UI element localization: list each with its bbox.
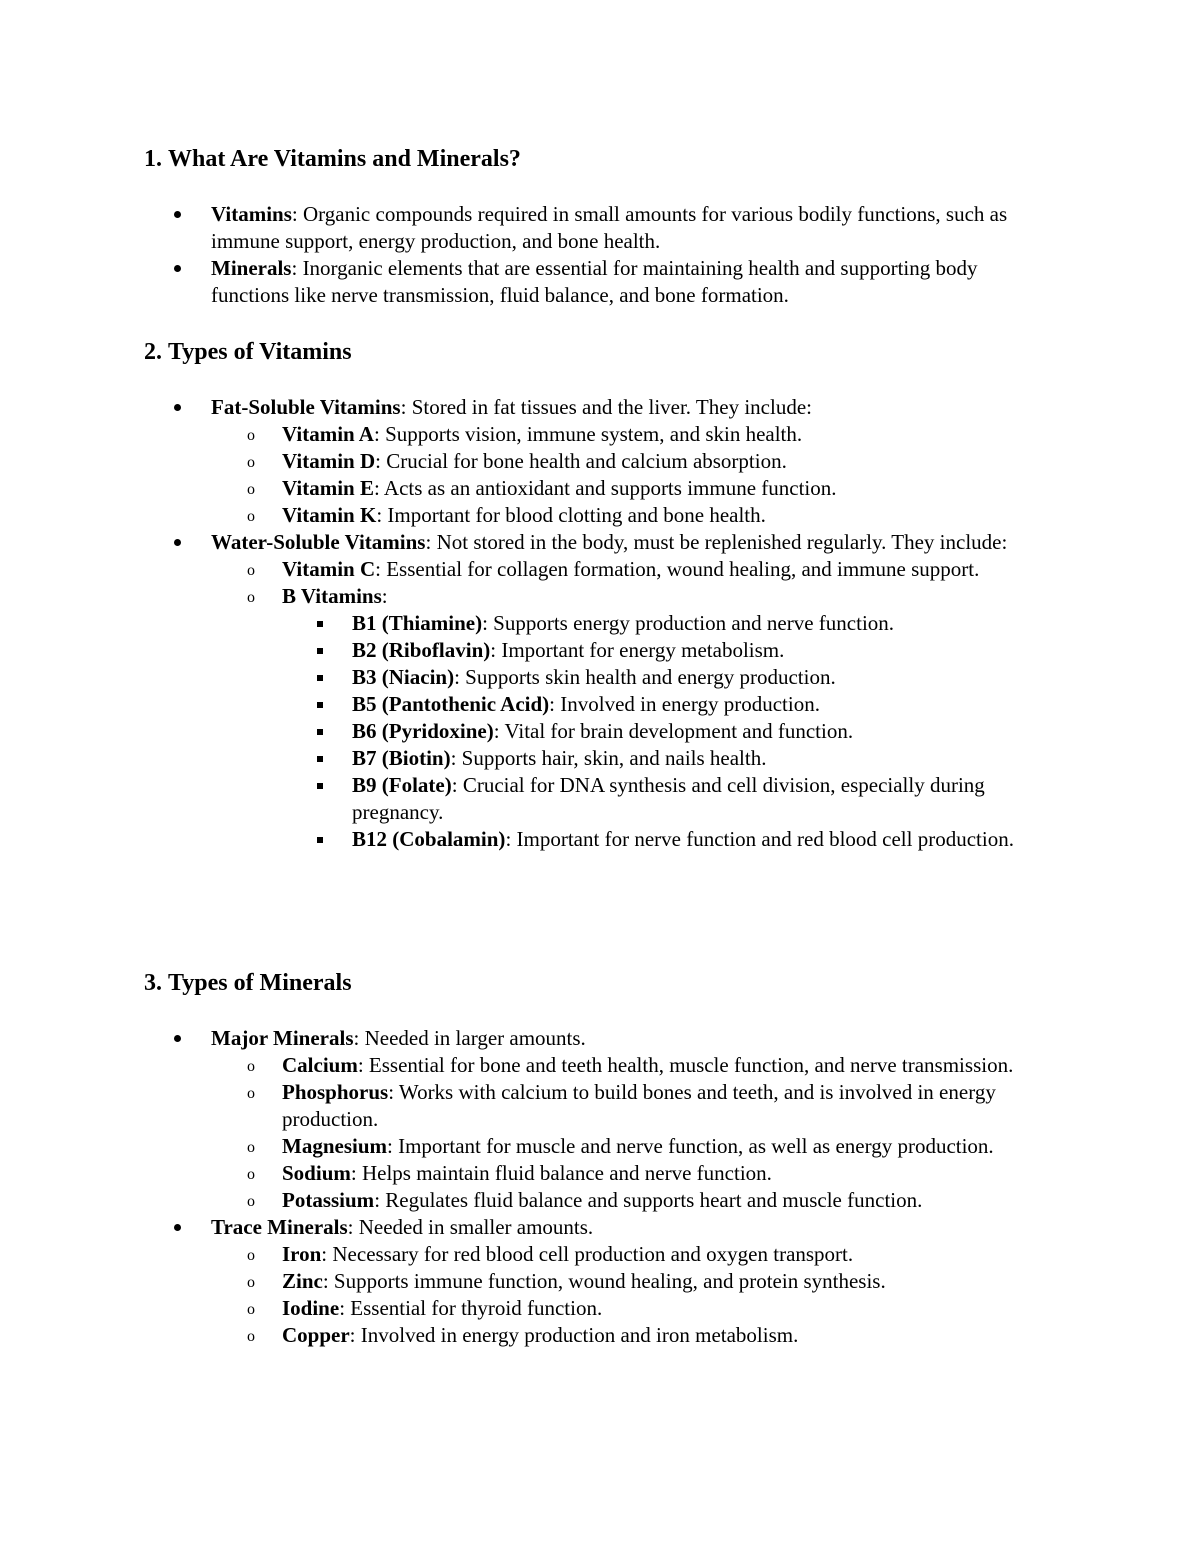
sub-list bbox=[211, 421, 1044, 529]
sub-list-item: o Vitamin E: Acts as an antioxidant and supports immune function. bbox=[211, 475, 1044, 502]
list-item: Vitamins: Organic compounds required in small amounts for various bodily functions, such as immune support, energy production, and bone health. bbox=[144, 201, 1044, 255]
sub-list-item: o Iron: Necessary for red blood cell production and oxygen transport. bbox=[211, 1241, 1044, 1268]
sub-list-item: o Zinc: Supports immune function, wound healing, and protein synthesis. bbox=[211, 1268, 1044, 1295]
section-heading: 2. Types of Vitamins bbox=[144, 339, 352, 365]
section-what-are-vitamins-minerals bbox=[144, 143, 1044, 309]
list-item: Major Minerals: Needed in larger amounts. o Calcium: Essential for bone and teeth health, muscle function, and nerve transmission. o Phosphorus: Works with calcium to build bones and teeth, and is involved in energy production. o Magnesium: Important for muscle and nerve function, as well as energy production. o Sodium: Helps maintain fluid balance and nerve function. o Potassium: Regulates fluid balance and supports heart and muscle function. bbox=[144, 1025, 1044, 1214]
sub-sub-list-item: B6 (Pyridoxine): Vital for brain development and function. bbox=[282, 718, 1044, 745]
sub-list-item: o Vitamin A: Supports vision, immune system, and skin health. bbox=[211, 421, 1044, 448]
sub-list-item: o Phosphorus: Works with calcium to build bones and teeth, and is involved in energy production. bbox=[211, 1079, 1044, 1133]
sub-list bbox=[211, 1052, 1044, 1214]
sub-sub-list-item: B3 (Niacin): Supports skin health and energy production. bbox=[282, 664, 1044, 691]
section-types-of-minerals bbox=[144, 967, 1044, 1349]
sub-list-item: o Vitamin K: Important for blood clotting and bone health. bbox=[211, 502, 1044, 529]
sub-list-item: o Sodium: Helps maintain fluid balance and nerve function. bbox=[211, 1160, 1044, 1187]
sub-sub-list-item: B9 (Folate): Crucial for DNA synthesis and cell division, especially during pregnancy. bbox=[282, 772, 1044, 826]
sub-list-item: o Iodine: Essential for thyroid function. bbox=[211, 1295, 1044, 1322]
sub-sub-list-item: B2 (Riboflavin): Important for energy metabolism. bbox=[282, 637, 1044, 664]
sub-list-item: o Copper: Involved in energy production and iron metabolism. bbox=[211, 1322, 1044, 1349]
list-item: Fat-Soluble Vitamins: Stored in fat tissues and the liver. They include: o Vitamin A: Supports vision, immune system, and skin health. o Vitamin D: Crucial for bone health and calcium absorption. o Vitamin E: Acts as an antioxidant and supports immune function. o Vitamin K: Important for blood clotting and bone health. bbox=[144, 394, 1044, 529]
sub-list-item: o Magnesium: Important for muscle and nerve function, as well as energy production. bbox=[211, 1133, 1044, 1160]
sub-list-item: o Vitamin C: Essential for collagen formation, wound healing, and immune support. bbox=[211, 556, 1044, 583]
sub-sub-list bbox=[282, 610, 1044, 853]
bullet-list bbox=[144, 394, 1044, 853]
sub-list-item: o Calcium: Essential for bone and teeth health, muscle function, and nerve transmission. bbox=[211, 1052, 1044, 1079]
list-item: Water-Soluble Vitamins: Not stored in the body, must be replenished regularly. They include: o Vitamin C: Essential for collagen formation, wound healing, and immune support. o B Vitamins: B1 (Thiamine): Supports energy production and nerve function. B2 (Riboflavin): Important for energy metabolism. B3 (Niacin): Supports skin health and energy production. B5 (Pantothenic Acid): Involved in energy production. B6 (Pyridoxine): Vital for brain development and function. B7 (Biotin): Supports hair, skin, and nails health. B9 (Folate): Crucial for DNA synthesis and cell division, especially during pregnancy. B12 (Cobalamin): Important for nerve function and red blood cell production. bbox=[144, 529, 1044, 853]
sub-list-item: o Vitamin D: Crucial for bone health and calcium absorption. bbox=[211, 448, 1044, 475]
section-heading: 1. What Are Vitamins and Minerals? bbox=[144, 146, 521, 172]
list-item: Trace Minerals: Needed in smaller amounts. o Iron: Necessary for red blood cell production and oxygen transport. o Zinc: Supports immune function, wound healing, and protein synthesis. o Iodine: Essential for thyroid function. o Copper: Involved in energy production and iron metabolism. bbox=[144, 1214, 1044, 1349]
section-heading: 3. Types of Minerals bbox=[144, 970, 352, 996]
bullet-list bbox=[144, 201, 1044, 309]
sub-list-item: o Potassium: Regulates fluid balance and supports heart and muscle function. bbox=[211, 1187, 1044, 1214]
sub-list bbox=[211, 1241, 1044, 1349]
bullet-list bbox=[144, 1025, 1044, 1349]
sub-sub-list-item: B1 (Thiamine): Supports energy production and nerve function. bbox=[282, 610, 1044, 637]
sub-sub-list-item: B5 (Pantothenic Acid): Involved in energy production. bbox=[282, 691, 1044, 718]
list-item: Minerals: Inorganic elements that are essential for maintaining health and supporting body functions like nerve transmission, fluid balance, and bone formation. bbox=[144, 255, 1044, 309]
sub-sub-list-item: B12 (Cobalamin): Important for nerve function and red blood cell production. bbox=[282, 826, 1044, 853]
section-types-of-vitamins bbox=[144, 336, 1044, 853]
sub-list bbox=[211, 556, 1044, 853]
sub-sub-list-item: B7 (Biotin): Supports hair, skin, and nails health. bbox=[282, 745, 1044, 772]
sub-list-item: o B Vitamins: B1 (Thiamine): Supports energy production and nerve function. B2 (Riboflavin): Important for energy metabolism. B3 (Niacin): Supports skin health and energy production. B5 (Pantothenic Acid): Involved in energy production. B6 (Pyridoxine): Vital for brain development and function. B7 (Biotin): Supports hair, skin, and nails health. B9 (Folate): Crucial for DNA synthesis and cell division, especially during pregnancy. B12 (Cobalamin): Important for nerve function and red blood cell production. bbox=[211, 583, 1044, 853]
